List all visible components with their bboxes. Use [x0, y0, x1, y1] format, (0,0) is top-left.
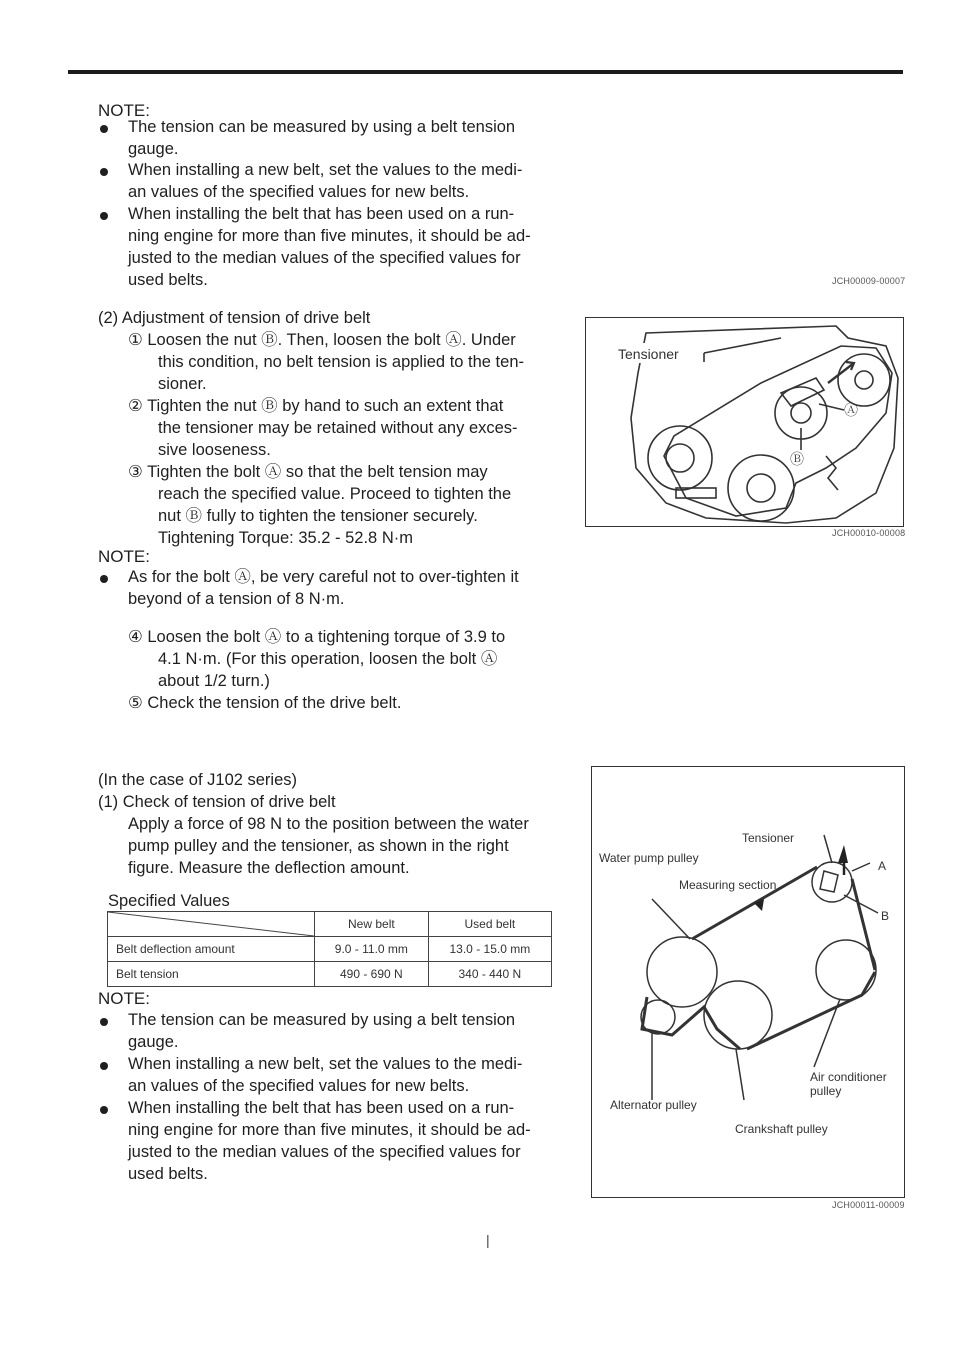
pulley-crank — [728, 455, 794, 521]
note1-title: NOTE: — [98, 101, 150, 120]
spec-table — [107, 911, 552, 987]
adjust-heading: (2) Adjustment of tension of drive belt — [98, 309, 371, 327]
adjust-s3-l2: reach the specified value. Proceed to tighten the — [158, 485, 512, 503]
adjust-s3-l1: ③ Tighten the bolt Ⓐ so that the belt tension may — [128, 463, 488, 481]
spec-header-row — [108, 912, 552, 937]
spec-row-tension — [108, 962, 552, 987]
force-arrow-icon — [838, 845, 848, 863]
adjust-s2-l2: the tensioner may be retained without any exces- — [158, 419, 518, 437]
figure-belt-layout — [591, 766, 905, 1198]
note1-b1-l1: The tension can be measured by using a belt tension — [128, 118, 516, 136]
note2-title: NOTE: — [98, 547, 150, 566]
fig2-measuring-label: Measuring section — [679, 878, 777, 892]
j102-para-l3: figure. Measure the deflection amount. — [128, 859, 410, 877]
top-rule — [68, 70, 903, 74]
spec-header-new: New belt — [315, 912, 429, 937]
fig2-aircon-label-1: Air conditioner — [810, 1070, 887, 1084]
arrow-line — [828, 363, 854, 383]
note3-bullet-2 — [100, 1062, 108, 1070]
belt-lower-left — [642, 997, 740, 1049]
figure-tensioner-drawing — [586, 318, 903, 526]
note1-bullet-3 — [100, 212, 108, 220]
tensioner-leader — [824, 835, 832, 863]
note3-b3-l3: justed to the median values of the specified values for — [128, 1143, 521, 1161]
pulley-left — [648, 426, 712, 490]
fig2-tensioner-label: Tensioner — [742, 831, 795, 845]
note1-b3-l4: used belts. — [128, 271, 208, 289]
adjust-s4-l3: about 1/2 turn.) — [158, 672, 270, 690]
water-pump-leader — [652, 899, 690, 939]
spec-cell-new: 9.0 - 11.0 mm — [315, 937, 429, 962]
adjust-s3-l3: nut Ⓑ fully to tighten the tensioner securely. — [158, 507, 478, 525]
water-pump-pulley — [647, 937, 717, 1007]
air-conditioner-pulley — [816, 940, 876, 1000]
tensioner-leader — [704, 338, 781, 353]
adjust-s2-l3: sive looseness. — [158, 441, 271, 459]
corner-diagonal — [108, 912, 314, 936]
page-mark: | — [486, 1232, 490, 1248]
fig2-alternator-label: Alternator pulley — [610, 1098, 697, 1112]
fig2-b-label: B — [881, 909, 890, 923]
note2-bullet — [100, 575, 108, 583]
note3-b1-l2: gauge. — [128, 1033, 179, 1051]
note1-b3-l1: When installing the belt that has been used on a run- — [128, 205, 515, 223]
fig2-water-pump-label: Water pump pulley — [599, 851, 699, 865]
spec-title: Specified Values — [108, 892, 230, 910]
note3-b3-l2: ning engine for more than five minutes, it should be ad- — [128, 1121, 531, 1139]
note1-b3-l3: justed to the median values of the specified values for — [128, 249, 521, 267]
fig2-a-label: A — [878, 859, 887, 873]
note2-l1: As for the bolt Ⓐ, be very careful not to over-tighten it — [128, 568, 519, 586]
spec-row-label: Belt tension — [108, 962, 315, 987]
belt-right — [852, 879, 875, 970]
note1-b2-l1: When installing a new belt, set the values to the medi- — [128, 161, 523, 179]
note3-title: NOTE: — [98, 989, 150, 1008]
spec-row-label: Belt deflection amount — [108, 937, 315, 962]
adjust-s4-l1: ④ Loosen the bolt Ⓐ to a tightening torque of 3.9 to — [128, 628, 506, 646]
spec-cell-used: 340 - 440 N — [428, 962, 551, 987]
code-2: JCH00010-00008 — [832, 528, 906, 538]
adjust-s5: ⑤ Check the tension of the drive belt. — [128, 694, 402, 712]
note1-bullet-1 — [100, 125, 108, 133]
spec-corner-cell — [108, 912, 315, 937]
fig1-bolt-a-label: Ⓐ — [844, 402, 858, 418]
code-1: JCH00009-00007 — [832, 276, 906, 286]
note3-b3-l4: used belts. — [128, 1165, 208, 1183]
j102-para-l1: Apply a force of 98 N to the position between the water — [128, 815, 529, 833]
note3-bullet-3 — [100, 1106, 108, 1114]
note3-bullet-1 — [100, 1018, 108, 1026]
pulley-top-right — [838, 354, 890, 406]
figure-tensioner — [585, 317, 904, 527]
crankshaft-pulley — [704, 981, 772, 1049]
note3-b2-l1: When installing a new belt, set the values to the medi- — [128, 1055, 523, 1073]
a-leader — [852, 863, 870, 871]
note1-bullet-2 — [100, 168, 108, 176]
spec-cell-used: 13.0 - 15.0 mm — [428, 937, 551, 962]
bolt-a-leader — [819, 404, 844, 410]
note3-b1-l1: The tension can be measured by using a belt tension — [128, 1011, 516, 1029]
note1-b1-l2: gauge. — [128, 140, 179, 158]
aircon-leader — [814, 999, 840, 1067]
tensioner-bracket — [820, 871, 838, 892]
fig2-crankshaft-label: Crankshaft pulley — [735, 1122, 828, 1136]
note3-b3-l1: When installing the belt that has been used on a run- — [128, 1099, 515, 1117]
adjust-s2-l1: ② Tighten the nut Ⓑ by hand to such an extent that — [128, 397, 504, 415]
adjust-s4-l2: 4.1 N·m. (For this operation, loosen the bolt Ⓐ — [158, 650, 498, 668]
fig1-tensioner-label: Tensioner — [618, 346, 679, 362]
adjust-s1-l1: ① Loosen the nut Ⓑ. Then, loosen the bolt Ⓐ. Under — [128, 331, 516, 349]
spec-row-deflection — [108, 937, 552, 962]
figure-belt-drawing — [592, 767, 904, 1197]
fig2-aircon-label-2: pulley — [810, 1084, 842, 1098]
fig1-nut-b-label: Ⓑ — [790, 451, 804, 467]
tightening-torque: Tightening Torque: 35.2 - 52.8 N·m — [158, 529, 413, 547]
j102-check: (1) Check of tension of drive belt — [98, 793, 336, 811]
j102-heading: (In the case of J102 series) — [98, 771, 298, 789]
note1-b2-l2: an values of the specified values for new belts. — [128, 183, 470, 201]
adjust-s1-l3: sioner. — [158, 375, 207, 393]
j102-para-l2: pump pulley and the tensioner, as shown in the right — [128, 837, 509, 855]
note2-l2: beyond of a tension of 8 N·m. — [128, 590, 345, 608]
code-3: JCH00011-00009 — [832, 1200, 905, 1210]
spec-cell-new: 490 - 690 N — [315, 962, 429, 987]
adjust-s1-l2: this condition, no belt tension is applied to the ten- — [158, 353, 524, 371]
crankshaft-leader — [736, 1049, 744, 1100]
note1-b3-l2: ning engine for more than five minutes, it should be ad- — [128, 227, 531, 245]
spec-header-used: Used belt — [428, 912, 551, 937]
belt-lower-right — [747, 972, 875, 1049]
note3-b2-l2: an values of the specified values for new belts. — [128, 1077, 470, 1095]
